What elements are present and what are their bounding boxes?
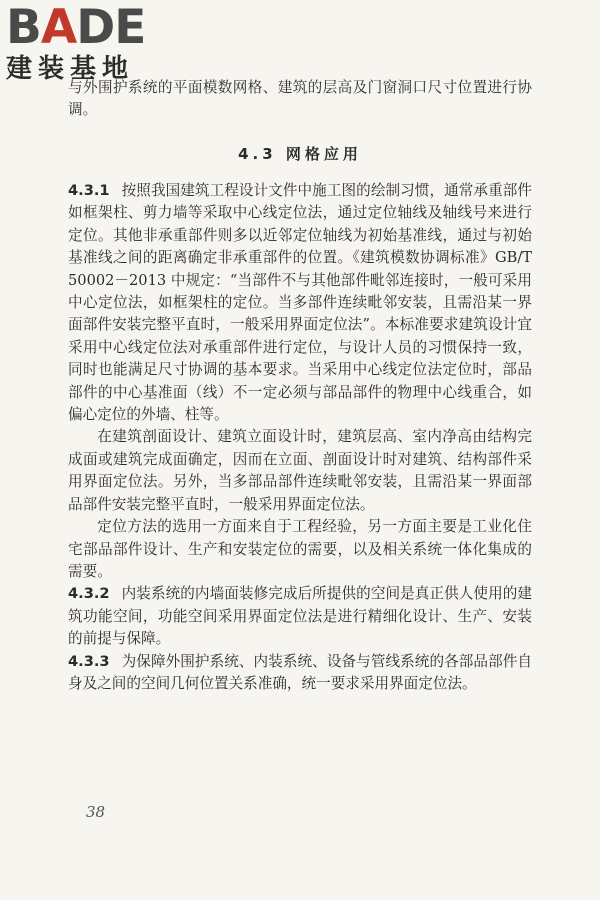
- logo-brand: BADE: [6, 0, 146, 55]
- logo-subtitle: 建装基地: [6, 54, 135, 84]
- section-title: 网格应用: [285, 145, 362, 163]
- clause-4-3-2: 4.3.2 内装系统的内墙面装修完成后所提供的空间是真正供人使用的建筑功能空间，功能空间采用界面定位法是进行精细化设计、生产、安装的前提与保障。: [68, 585, 532, 648]
- page-number: 38: [86, 803, 106, 821]
- clause-number: 4.3.1: [68, 182, 110, 199]
- clauses-body: [68, 180, 532, 695]
- section-heading: [0, 143, 600, 164]
- clause-number: 4.3.2: [68, 585, 110, 603]
- clause-4-3-1: 4.3.1 按照我国建筑工程设计文件中施工图的绘制习惯，通常承重部件如框架柱、剪力墙等采取中心线定位法，通过定位轴线及轴线号来进行定位。其他非承重部件则多以近邻定位轴线为初始基准线，通过与初始基准线之间的距离确定非承重部件的位置。《建筑模数协调标准》GB/T 50002－2013 中规定：“当部件不与其他部件毗邻连接时，一般可采用中心定位法，如框架柱的定位。当多部件连续毗邻安装，且需沿某一界面部件安装完整平直时，一般采用界面定位法”。本标准要求建筑设计宜采用中心线定位法对承重部件进行定位，与设计人员的习惯保持一致，同时也能满足尺寸协调的基本要求。当采用中心线定位法定位时，部品部件的中心基准面（线）不一定必须与部品部件的物理中心线重合，如偏心定位的外墙、柱等。: [68, 182, 532, 424]
- section-number: 4.3: [238, 145, 277, 163]
- clause-paragraph: 在建筑剖面设计、建筑立面设计时，建筑层高、室内净高由结构完成面或建筑完成面确定，因而在立面、剖面设计时对建筑、结构部件采用界面定位法。另外，当多部品部件连续毗邻安装，且需沿某一界面部品部件安装完整平直时，一般采用界面定位法。: [68, 428, 532, 513]
- clause-number: 4.3.3: [68, 652, 110, 670]
- intro-paragraph: 与外围护系统的平面模数网格、建筑的层高及门窗洞口尺寸位置进行协调。: [68, 79, 532, 119]
- clause-4-3-3: 4.3.3 为保障外围护系统、内装系统、设备与管线系统的各部品部件自身及之间的空间几何位置关系准确，统一要求采用界面定位法。: [68, 652, 532, 692]
- clause-paragraph: 定位方法的选用一方面来自于工程经验，另一方面主要是工业化住宅部品部件设计、生产和安装定位的需要，以及相关系统一体化集成的需要。: [68, 518, 532, 580]
